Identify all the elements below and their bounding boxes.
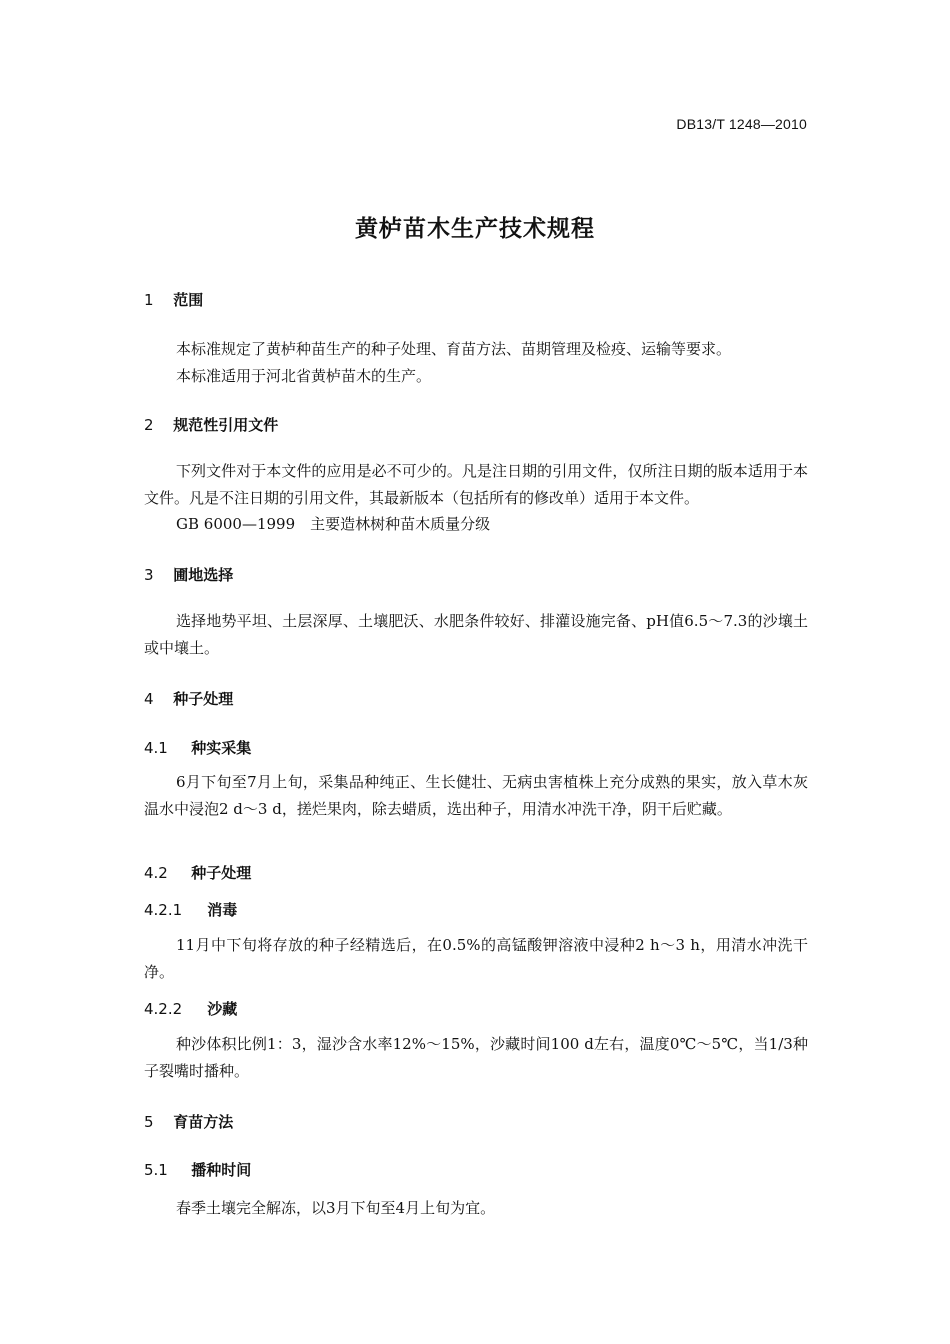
section-heading-1 bbox=[144, 289, 203, 310]
section-title: 圃地选择 bbox=[173, 566, 234, 584]
section-heading-5 bbox=[144, 1111, 233, 1132]
section-title: 沙藏 bbox=[207, 1000, 238, 1018]
section-number: 1 bbox=[144, 291, 154, 309]
section-heading-2 bbox=[144, 414, 278, 435]
section-heading-4-2 bbox=[144, 862, 251, 883]
reference-item: GB 6000—1999 主要造林树种苗木质量分级 bbox=[176, 515, 491, 533]
paragraph: 本标准适用于河北省黄栌苗木的生产。 bbox=[176, 367, 432, 385]
document-title: 黄栌苗木生产技术规程 bbox=[355, 216, 595, 242]
paragraph: 6月下旬至7月上旬，采集品种纯正、生长健壮、无病虫害植株上充分成熟的果实，放入草木灰温水中浸泡2 d～3 d，搓烂果肉，除去蜡质，选出种子，用清水冲洗干净，阴干后贮藏。 bbox=[144, 773, 808, 818]
section-heading-4-1 bbox=[144, 737, 251, 758]
section-heading-4-2-1 bbox=[144, 899, 237, 920]
section-title: 播种时间 bbox=[191, 1161, 252, 1179]
paragraph: 11月中下旬将存放的种子经精选后，在0.5%的高锰酸钾溶液中浸种2 h～3 h，用清水冲洗干净。 bbox=[144, 936, 808, 981]
section-number: 4 bbox=[144, 690, 154, 708]
section-number: 4.1 bbox=[144, 739, 168, 757]
paragraph: 种沙体积比例1：3，湿沙含水率12%～15%，沙藏时间100 d左右，温度0℃～5℃，当1/3种子裂嘴时播种。 bbox=[144, 1035, 808, 1080]
section-title: 种子处理 bbox=[191, 864, 252, 882]
standard-code: DB13/T 1248—2010 bbox=[676, 116, 807, 132]
section-number: 4.2.2 bbox=[144, 1000, 183, 1018]
paragraph: 选择地势平坦、土层深厚、土壤肥沃、水肥条件较好、排灌设施完备、pH值6.5～7.3的沙壤土或中壤土。 bbox=[144, 612, 808, 657]
section-number: 3 bbox=[144, 566, 154, 584]
section-title: 种实采集 bbox=[191, 739, 252, 757]
section-heading-4-2-2 bbox=[144, 998, 237, 1019]
section-title: 范围 bbox=[173, 291, 204, 309]
paragraph: 本标准规定了黄栌种苗生产的种子处理、育苗方法、苗期管理及检疫、运输等要求。 bbox=[176, 340, 732, 358]
section-number: 4.2 bbox=[144, 864, 168, 882]
paragraph: 春季土壤完全解冻，以3月下旬至4月上旬为宜。 bbox=[176, 1199, 496, 1217]
section-number: 4.2.1 bbox=[144, 901, 183, 919]
section-heading-3 bbox=[144, 564, 233, 585]
paragraph: 下列文件对于本文件的应用是必不可少的。凡是注日期的引用文件，仅所注日期的版本适用于本文件。凡是不注日期的引用文件，其最新版本（包括所有的修改单）适用于本文件。 bbox=[144, 462, 808, 507]
section-title: 种子处理 bbox=[173, 690, 234, 708]
section-heading-4 bbox=[144, 688, 233, 709]
section-number: 2 bbox=[144, 416, 154, 434]
section-number: 5 bbox=[144, 1113, 154, 1131]
section-title: 规范性引用文件 bbox=[173, 416, 279, 434]
section-title: 育苗方法 bbox=[173, 1113, 234, 1131]
section-number: 5.1 bbox=[144, 1161, 168, 1179]
section-heading-5-1 bbox=[144, 1159, 251, 1180]
section-title: 消毒 bbox=[207, 901, 238, 919]
